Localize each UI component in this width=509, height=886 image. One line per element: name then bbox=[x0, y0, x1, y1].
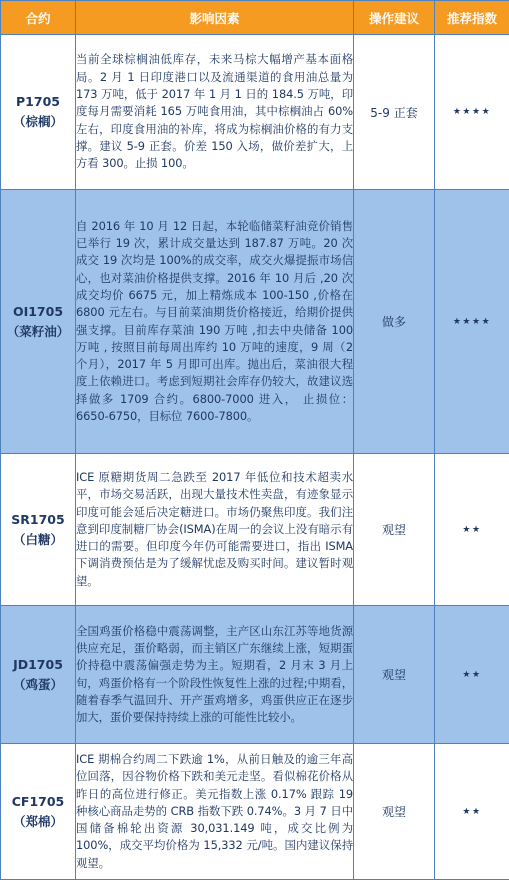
advice-text: 观望 bbox=[354, 744, 435, 880]
contract-name: （郑棉） bbox=[12, 813, 63, 829]
impact-text: 全国鸡蛋价格稳中震荡调整，主产区山东江苏等地货源供应充足，蛋价略弱，而主销区广东继续上涨，短期蛋价持稳中震荡偏强走势为主。短期看，2 月末 3 月上旬，鸡蛋价格有一个阶段性恢复性上涨的过程;中期看，随着春季气温回升、开产蛋鸡增多，鸡蛋供应正在逐步加大，蛋价要保持持续上涨的可能性比较小。 bbox=[76, 606, 354, 744]
contract-cell bbox=[1, 35, 76, 190]
star-rating: ★★★★ bbox=[435, 190, 509, 454]
contract-code: SR1705 bbox=[11, 511, 65, 527]
impact-text: ICE 期棉合约周二下跌逾 1%，从前日触及的逾三年高位回落，因谷物价格下跌和美元走坚。看似棉花价格从昨日的高位进行修正。美元指数上涨 0.17% 跟踪 19 种核心商品走势的 CRB 指数下跌 0.74%。3 月 7 日中国储备棉轮出资源 30,031.149 吨，成交比例为 100%，成交平均价格为 15,332 元/吨。国内建议保持观望。 bbox=[76, 744, 354, 880]
contract-cell bbox=[1, 454, 76, 606]
contract-name: （白糖） bbox=[12, 531, 63, 547]
contract-code: P1705 bbox=[16, 94, 60, 109]
header-index: 推荐指数 bbox=[435, 1, 509, 35]
table-row bbox=[1, 190, 509, 454]
header-row bbox=[1, 1, 509, 35]
impact-text: ICE 原糖期货周二急跌至 2017 年低位和技术超卖水平，市场交易活跃，出现大量技术性卖盘，有迹象显示印度可能会延后决定糖进口。市场仍聚焦印度。我们注意到印度制糖厂协会(ISMA)在周一的会议上没有暗示有进口的需要。但印度今年仍可能需要进口，指出 ISMA 下调消费预估是为了缓解忧虑及购买时间。建议暂时观望。 bbox=[76, 454, 354, 606]
header-contract: 合约 bbox=[1, 1, 76, 35]
contract-code: JD1705 bbox=[13, 656, 63, 672]
advice-text: 5-9 正套 bbox=[354, 35, 435, 190]
contract-cell bbox=[1, 190, 76, 454]
table-row bbox=[1, 454, 509, 606]
contract-name: （菜籽油） bbox=[6, 323, 70, 339]
advice-text: 观望 bbox=[354, 606, 435, 744]
contract-name: （棕榈） bbox=[12, 114, 63, 129]
table-row bbox=[1, 744, 509, 880]
advice-text: 做多 bbox=[354, 190, 435, 454]
contract-code: CF1705 bbox=[11, 793, 65, 809]
header-impact: 影响因素 bbox=[76, 1, 354, 35]
contract-cell bbox=[1, 606, 76, 744]
impact-text: 自 2016 年 10 月 12 日起，本轮临储菜籽油竞价销售已举行 19 次，累计成交量达到 187.87 万吨。20 次成交 19 次均是 100%的成交率，成交火爆提振市场信心，也对菜油价格提供支撑。2016 年 10 月后 ,20 次成交均价 6675 元，加上精炼成本 100-150 ,价格在 6800 元左右。与目前菜油期货价格接近，给期价提供强支撑。目前库存菜油 190 万吨 ,扣去中央储备 100 万吨 , 按照目前每周出库约 10 万吨的速度，9 周（2 个月），2017 年 5 月即可出库。抛出后，菜油很大程度上依赖进口。考虑到短期社会库存仍较大，故建议选择做多 1709 合约。6800-7000 进入， 止损位：6650-6750，目标位 7600-7800。 bbox=[76, 190, 354, 454]
header-advice: 操作建议 bbox=[354, 1, 435, 35]
star-rating: ★★★★ bbox=[435, 35, 509, 190]
contract-name: （鸡蛋） bbox=[12, 676, 63, 692]
table-row bbox=[1, 35, 509, 190]
contract-code: OI1705 bbox=[12, 303, 64, 319]
star-rating: ★★ bbox=[435, 744, 509, 880]
table-row bbox=[1, 606, 509, 744]
contract-cell bbox=[1, 744, 76, 880]
star-rating: ★★ bbox=[435, 454, 509, 606]
advice-text: 观望 bbox=[354, 454, 435, 606]
star-rating: ★★ bbox=[435, 606, 509, 744]
impact-text: 当前全球棕榈油低库存，未来马棕大幅增产基本面格局。2 月 1 日印度港口以及流通渠道的食用油总量为 173 万吨，低于 2017 年 1 月 1 日的 184.5 万吨，印度每月需要消耗 165 万吨食用油，其中棕榈油占 60%左右，印度食用油的补库，将成为棕榈油价格的有力支撑。建议 5-9 正套。价差 150 入场，做价差扩大，上方看 300。止损 100。 bbox=[76, 35, 354, 190]
